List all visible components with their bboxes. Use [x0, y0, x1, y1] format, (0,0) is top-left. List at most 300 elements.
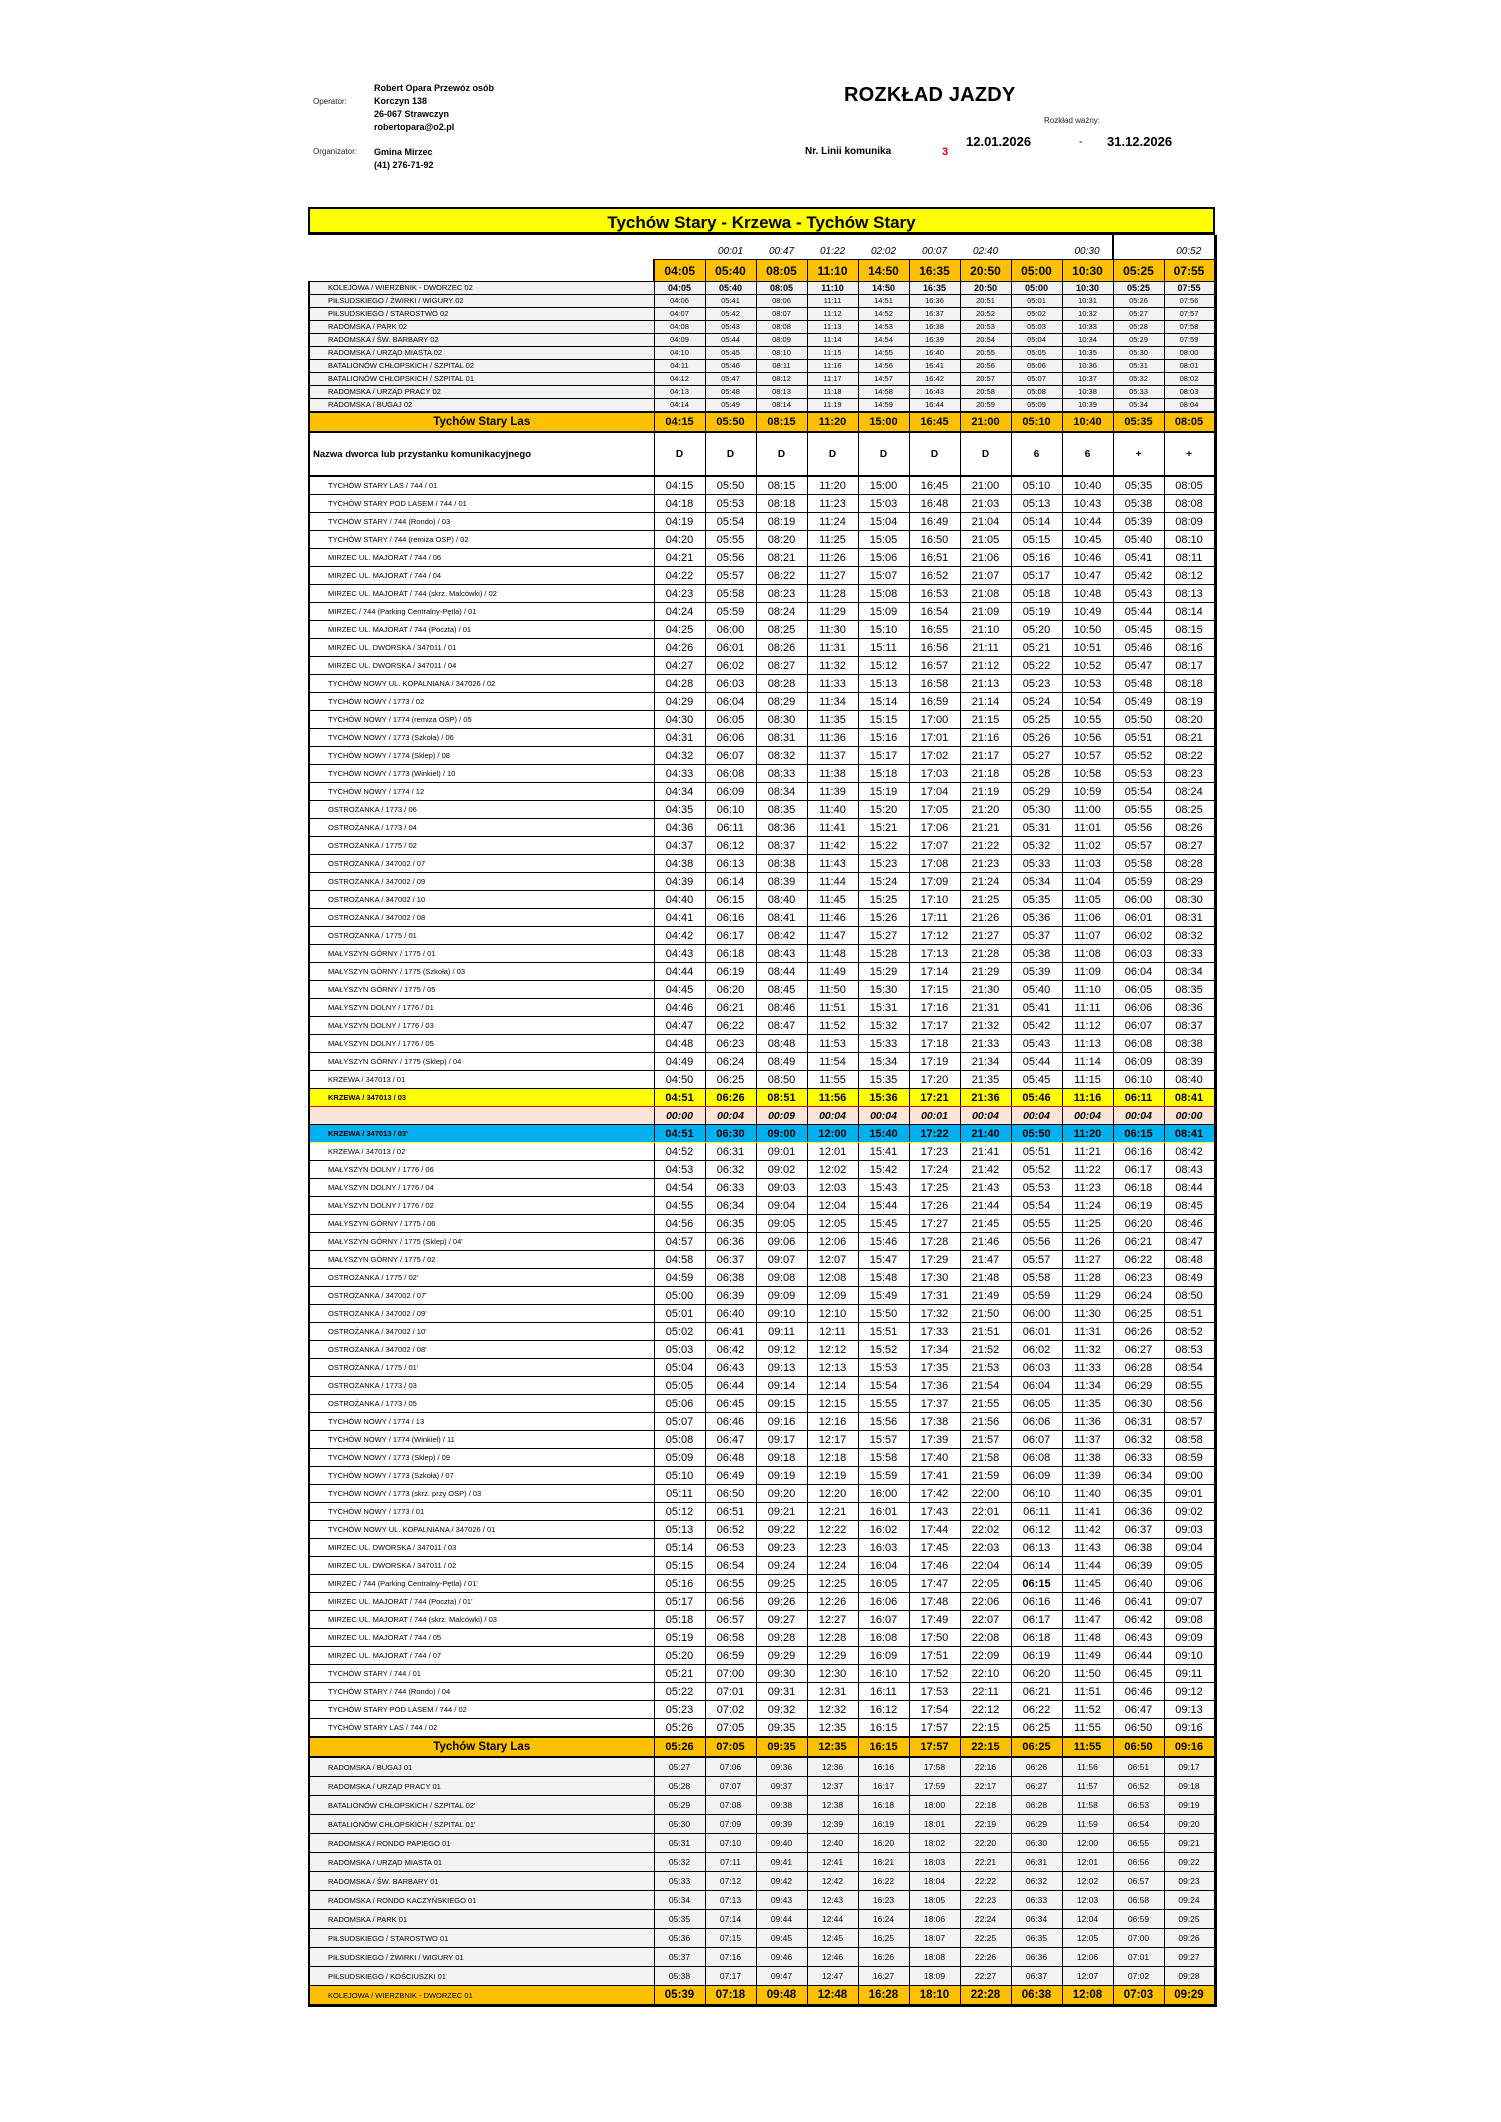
departure-time: 05:44	[705, 334, 756, 347]
departure-time: 05:54	[705, 513, 756, 531]
departure-time: 17:30	[909, 1269, 960, 1287]
time-offset: 00:01	[717, 246, 744, 257]
table-row	[309, 1377, 1215, 1395]
departure-time: 08:12	[756, 373, 807, 386]
departure-time: 17:57	[909, 1737, 960, 1757]
departure-time: 15:10	[858, 621, 909, 639]
departure-time: 08:21	[1164, 729, 1215, 747]
departure-time: 05:42	[1011, 1017, 1062, 1035]
departure-time: 17:18	[909, 1035, 960, 1053]
departure-time: 07:11	[705, 1853, 756, 1872]
departure-time: 12:01	[1062, 1853, 1113, 1872]
departure-time: 08:44	[756, 963, 807, 981]
departure-time: 06:06	[1011, 1413, 1062, 1431]
departure-time: 17:07	[909, 837, 960, 855]
table-row	[309, 765, 1215, 783]
departure-time: 08:36	[756, 819, 807, 837]
departure-time: 11:13	[1062, 1035, 1113, 1053]
departure-time: 10:43	[1062, 495, 1113, 513]
departure-time: 21:50	[960, 1305, 1011, 1323]
departure-time: 08:38	[756, 855, 807, 873]
departure-time: 08:10	[756, 347, 807, 360]
departure-time: 05:02	[654, 1323, 705, 1341]
departure-time: 05:51	[1113, 729, 1164, 747]
departure-time: 11:29	[1062, 1287, 1113, 1305]
departure-time: 21:29	[960, 963, 1011, 981]
departure-time: 05:01	[1011, 295, 1062, 308]
departure-time: 10:33	[1062, 321, 1113, 334]
departure-time: 08:49	[756, 1053, 807, 1071]
operator-email[interactable]: robertopara@o2.pl	[374, 122, 455, 132]
departure-time: 11:28	[807, 585, 858, 603]
departure-time: 12:17	[807, 1431, 858, 1449]
departure-time: 20:52	[960, 308, 1011, 321]
departure-time: 06:25	[1011, 1719, 1062, 1738]
departure-time: 08:20	[756, 531, 807, 549]
departure-time: 05:25	[1113, 282, 1164, 295]
departure-time: 12:02	[1062, 1872, 1113, 1891]
departure-time: 17:47	[909, 1575, 960, 1593]
departure-time: 16:11	[858, 1683, 909, 1701]
departure-time: 08:23	[1164, 765, 1215, 783]
departure-time: 15:48	[858, 1269, 909, 1287]
departure-time: 06:20	[1011, 1665, 1062, 1683]
departure-time: 08:32	[756, 747, 807, 765]
departure-time: 12:13	[807, 1359, 858, 1377]
departure-time: 06:05	[1011, 1395, 1062, 1413]
departure-time: 15:19	[858, 783, 909, 801]
departure-time: 04:59	[654, 1269, 705, 1287]
departure-time: 15:58	[858, 1449, 909, 1467]
departure-time: 22:25	[960, 1929, 1011, 1948]
stop-name: TYCHÓW STARY / 744 / 01	[309, 1665, 654, 1683]
departure-time: 11:51	[807, 999, 858, 1017]
start-spacer	[309, 260, 654, 282]
departure-time: 17:10	[909, 891, 960, 909]
table-row	[309, 1629, 1215, 1647]
departure-time: 11:38	[1062, 1449, 1113, 1467]
departure-time: 15:18	[858, 765, 909, 783]
departure-time: 08:25	[1164, 801, 1215, 819]
start-time: 16:35	[909, 260, 960, 282]
stop-name: TYCHÓW NOWY / 1773 (Winkiel) / 10	[309, 765, 654, 783]
departure-time: 12:35	[807, 1737, 858, 1757]
departure-time: 09:07	[756, 1251, 807, 1269]
stop-name: TYCHÓW NOWY / 1773 (Szkoła) / 06	[309, 729, 654, 747]
departure-time: 09:06	[1164, 1575, 1215, 1593]
stop-name: PIŁSUDSKIEGO / STAROSTWO 02	[309, 308, 654, 321]
departure-time: 05:53	[1011, 1179, 1062, 1197]
departure-time: 15:23	[858, 855, 909, 873]
departure-time: 15:27	[858, 927, 909, 945]
departure-time: 08:39	[1164, 1053, 1215, 1071]
departure-time: 05:59	[1113, 873, 1164, 891]
departure-time: 04:23	[654, 585, 705, 603]
departure-time: 06:42	[1113, 1611, 1164, 1629]
departure-time: 05:08	[1011, 386, 1062, 399]
departure-time: 06:56	[705, 1593, 756, 1611]
departure-time: 05:47	[705, 373, 756, 386]
departure-time: 10:49	[1062, 603, 1113, 621]
departure-time: 11:13	[807, 321, 858, 334]
departure-time: 06:26	[1011, 1757, 1062, 1777]
departure-time: 17:02	[909, 747, 960, 765]
day-type-code: 6	[1062, 432, 1113, 476]
stop-name: MAŁYSZYN GÓRNY / 1775 (Sklep) / 04	[309, 1053, 654, 1071]
departure-time: 21:27	[960, 927, 1011, 945]
departure-time: 22:03	[960, 1539, 1011, 1557]
departure-time: 08:15	[1164, 621, 1215, 639]
departure-time: 06:52	[1113, 1777, 1164, 1796]
departure-time: 11:55	[807, 1071, 858, 1089]
departure-time: 15:24	[858, 873, 909, 891]
departure-time: 05:50	[705, 476, 756, 495]
organizer-info	[374, 146, 434, 172]
stop-name: MAŁYSZYN DOLNY / 1776 / 01	[309, 999, 654, 1017]
departure-time: 05:22	[654, 1683, 705, 1701]
departure-time: 12:07	[807, 1251, 858, 1269]
departure-time: 11:05	[1062, 891, 1113, 909]
departure-time: 06:10	[1113, 1071, 1164, 1089]
departure-time: 12:25	[807, 1575, 858, 1593]
departure-time: 15:33	[858, 1035, 909, 1053]
departure-time: 05:45	[705, 347, 756, 360]
departure-time: 12:36	[807, 1757, 858, 1777]
krzewa-arrival-row	[309, 1089, 1215, 1107]
departure-time: 11:42	[807, 837, 858, 855]
departure-time: 08:22	[756, 567, 807, 585]
departure-time: 10:45	[1062, 531, 1113, 549]
departure-time: 06:57	[705, 1611, 756, 1629]
stop-name: RADOMSKA / URZĄD PRACY 02	[309, 386, 654, 399]
departure-time: 09:40	[756, 1834, 807, 1853]
departure-time: 05:13	[1011, 495, 1062, 513]
departure-time: 05:49	[705, 399, 756, 413]
departure-time: 08:27	[756, 657, 807, 675]
departure-time: 14:52	[858, 308, 909, 321]
stop-name: BATALIONÓW CHŁOPSKICH / SZPITAL 02	[309, 360, 654, 373]
departure-time: 11:15	[1062, 1071, 1113, 1089]
departure-time: 05:28	[1011, 765, 1062, 783]
departure-time: 17:05	[909, 801, 960, 819]
departure-time: 11:50	[807, 981, 858, 999]
layover-row	[309, 1107, 1215, 1125]
departure-time: 05:54	[1113, 783, 1164, 801]
departure-time: 15:49	[858, 1287, 909, 1305]
table-row	[309, 1872, 1215, 1891]
start-time: 05:00	[1011, 260, 1062, 282]
departure-time: 11:10	[1062, 981, 1113, 999]
departure-time: 04:49	[654, 1053, 705, 1071]
departure-time: 10:32	[1062, 308, 1113, 321]
table-row	[309, 373, 1215, 386]
departure-time: 11:20	[807, 412, 858, 432]
departure-time: 06:38	[1113, 1539, 1164, 1557]
departure-time: 17:48	[909, 1593, 960, 1611]
departure-time: 06:16	[705, 909, 756, 927]
departure-time: 05:29	[1011, 783, 1062, 801]
departure-time: 15:35	[858, 1071, 909, 1089]
departure-time: 10:46	[1062, 549, 1113, 567]
departure-time: 15:53	[858, 1359, 909, 1377]
departure-time: 05:19	[654, 1629, 705, 1647]
departure-time: 16:01	[858, 1503, 909, 1521]
departure-time: 05:14	[654, 1539, 705, 1557]
krzewa-departure-row	[309, 1125, 1215, 1143]
table-row	[309, 567, 1215, 585]
departure-time: 06:04	[1113, 963, 1164, 981]
departure-time: 05:35	[654, 1910, 705, 1929]
departure-time: 17:03	[909, 765, 960, 783]
departure-time: 15:47	[858, 1251, 909, 1269]
departure-time: 07:05	[705, 1719, 756, 1738]
departure-time: 05:04	[1011, 334, 1062, 347]
table-row	[309, 1287, 1215, 1305]
departure-time: 11:16	[1062, 1089, 1113, 1107]
operator-info	[374, 82, 494, 134]
departure-time: 08:37	[756, 837, 807, 855]
offset-row	[309, 235, 1215, 260]
departure-time: 08:44	[1164, 1179, 1215, 1197]
departure-time: 11:57	[1062, 1777, 1113, 1796]
departure-time: 09:29	[756, 1647, 807, 1665]
table-row	[309, 603, 1215, 621]
stop-name: MAŁYSZYN GÓRNY / 1775 / 06	[309, 1215, 654, 1233]
section-bar-tychow-stary-las	[309, 412, 1215, 432]
departure-time: 04:20	[654, 531, 705, 549]
stop-name: MIRZEC UL. MAJORAT / 744 (Poczta) / 01'	[309, 1593, 654, 1611]
departure-time: 08:22	[1164, 747, 1215, 765]
departure-time: 16:16	[858, 1757, 909, 1777]
departure-time: 09:20	[1164, 1815, 1215, 1834]
departure-time: 12:35	[807, 1719, 858, 1738]
departure-time: 15:04	[858, 513, 909, 531]
departure-time: 17:22	[909, 1125, 960, 1143]
departure-time: 21:42	[960, 1161, 1011, 1179]
departure-time: 05:56	[1113, 819, 1164, 837]
departure-time: 10:40	[1062, 476, 1113, 495]
departure-time: 08:13	[756, 386, 807, 399]
departure-time: 05:03	[1011, 321, 1062, 334]
departure-time: 04:19	[654, 513, 705, 531]
departure-time: 12:11	[807, 1323, 858, 1341]
departure-time: 05:36	[654, 1929, 705, 1948]
departure-time: 09:01	[756, 1143, 807, 1161]
departure-time: 18:10	[909, 1986, 960, 2006]
departure-time: 08:24	[1164, 783, 1215, 801]
departure-time: 10:37	[1062, 373, 1113, 386]
departure-time: 06:09	[1113, 1053, 1164, 1071]
table-row	[309, 282, 1215, 295]
departure-time: 09:18	[756, 1449, 807, 1467]
table-row	[309, 347, 1215, 360]
departure-time: 11:50	[1062, 1665, 1113, 1683]
stop-name: BATALIONÓW CHŁOPSKICH / SZPITAL 02'	[309, 1796, 654, 1815]
departure-time: 16:04	[858, 1557, 909, 1575]
table-row	[309, 495, 1215, 513]
departure-time: 05:09	[654, 1449, 705, 1467]
table-row	[309, 1251, 1215, 1269]
departure-time: 09:09	[1164, 1629, 1215, 1647]
departure-time: 11:34	[807, 693, 858, 711]
departure-time: 09:21	[756, 1503, 807, 1521]
departure-time: 17:04	[909, 783, 960, 801]
table-row	[309, 1161, 1215, 1179]
departure-time: 06:51	[1113, 1757, 1164, 1777]
departure-time: 08:01	[1164, 360, 1215, 373]
departure-time: 05:32	[654, 1853, 705, 1872]
departure-time: 08:29	[1164, 873, 1215, 891]
departure-time: 16:37	[909, 308, 960, 321]
departure-time: 12:43	[807, 1891, 858, 1910]
departure-time: 16:12	[858, 1701, 909, 1719]
departure-time: 05:38	[1113, 495, 1164, 513]
departure-time: 16:02	[858, 1521, 909, 1539]
departure-time: 05:02	[1011, 308, 1062, 321]
start-time: 14:50	[858, 260, 909, 282]
departure-time: 15:16	[858, 729, 909, 747]
departure-time: 21:04	[960, 513, 1011, 531]
departure-time: 15:57	[858, 1431, 909, 1449]
departure-time: 06:45	[1113, 1665, 1164, 1683]
departure-time: 08:30	[1164, 891, 1215, 909]
departure-time: 05:59	[1011, 1287, 1062, 1305]
departure-time: 11:34	[1062, 1377, 1113, 1395]
stop-name: RADOMSKA / RONDO KACZYŃSKIEGO 01	[309, 1891, 654, 1910]
departure-time: 07:03	[1113, 1986, 1164, 2006]
departure-time: 06:11	[705, 819, 756, 837]
departure-time: 09:19	[1164, 1796, 1215, 1815]
start-times-row	[309, 260, 1215, 282]
departure-time: 16:43	[909, 386, 960, 399]
departure-time: 04:36	[654, 819, 705, 837]
departure-time: 08:29	[756, 693, 807, 711]
departure-time: 09:27	[756, 1611, 807, 1629]
departure-time: 11:22	[1062, 1161, 1113, 1179]
departure-time: 06:17	[1113, 1161, 1164, 1179]
departure-time: 09:03	[756, 1179, 807, 1197]
departure-time: 08:45	[756, 981, 807, 999]
departure-time: 16:15	[858, 1737, 909, 1757]
departure-time: 05:55	[1011, 1215, 1062, 1233]
departure-time: 12:32	[807, 1701, 858, 1719]
departure-time: 05:42	[1113, 567, 1164, 585]
time-offset: 00:30	[1074, 246, 1100, 257]
departure-time: 08:15	[756, 412, 807, 432]
departure-time: 21:06	[960, 549, 1011, 567]
departure-time: 08:34	[756, 783, 807, 801]
stop-name: KOLEJOWA / WIERZBNIK - DWORZEC 01	[309, 1986, 654, 2006]
departure-time: 16:21	[858, 1853, 909, 1872]
table-row	[309, 1853, 1215, 1872]
departure-time: 11:35	[1062, 1395, 1113, 1413]
departure-time: 22:20	[960, 1834, 1011, 1853]
departure-time: 21:41	[960, 1143, 1011, 1161]
departure-time: 10:30	[1062, 282, 1113, 295]
departure-time: 16:27	[858, 1967, 909, 1986]
departure-time: 12:12	[807, 1341, 858, 1359]
departure-time: 17:59	[909, 1777, 960, 1796]
departure-time: 12:29	[807, 1647, 858, 1665]
departure-time: 08:42	[756, 927, 807, 945]
valid-from-date: 12.01.2026	[966, 134, 1032, 149]
departure-time: 21:20	[960, 801, 1011, 819]
departure-time: 06:13	[705, 855, 756, 873]
departure-time: 16:42	[909, 373, 960, 386]
departure-time: 04:58	[654, 1251, 705, 1269]
stop-name: MAŁYSZYN GÓRNY / 1775 (Szkoła) / 03	[309, 963, 654, 981]
departure-time: 08:42	[1164, 1143, 1215, 1161]
departure-time: 05:45	[1011, 1071, 1062, 1089]
start-time: 07:55	[1164, 260, 1215, 282]
departure-time: 06:33	[1113, 1449, 1164, 1467]
departure-time: 05:25	[1011, 711, 1062, 729]
departure-time: 08:16	[1164, 639, 1215, 657]
stop-name: TYCHÓW NOWY / 1774 / 13	[309, 1413, 654, 1431]
departure-time: 06:11	[1113, 1089, 1164, 1107]
departure-time: 17:34	[909, 1341, 960, 1359]
layover-time: 00:00	[654, 1107, 705, 1125]
day-type-row	[309, 432, 1215, 476]
stop-name: KRZEWA / 347013 / 03	[309, 1089, 654, 1107]
departure-time: 12:01	[807, 1143, 858, 1161]
departure-time: 21:36	[960, 1089, 1011, 1107]
table-row	[309, 334, 1215, 347]
departure-time: 06:06	[705, 729, 756, 747]
departure-time: 04:09	[654, 334, 705, 347]
departure-time: 05:23	[1011, 675, 1062, 693]
departure-time: 15:28	[858, 945, 909, 963]
departure-time: 08:36	[1164, 999, 1215, 1017]
stop-name: OSTROŻANKA / 347002 / 10	[309, 891, 654, 909]
departure-time: 08:35	[1164, 981, 1215, 999]
departure-time: 06:20	[705, 981, 756, 999]
departure-time: 22:28	[960, 1986, 1011, 2006]
table-row	[309, 909, 1215, 927]
departure-time: 12:44	[807, 1910, 858, 1929]
departure-time: 09:28	[1164, 1967, 1215, 1986]
departure-time: 12:39	[807, 1815, 858, 1834]
departure-time: 21:34	[960, 1053, 1011, 1071]
departure-time: 21:12	[960, 657, 1011, 675]
departure-time: 15:20	[858, 801, 909, 819]
departure-time: 06:39	[1113, 1557, 1164, 1575]
departure-time: 21:51	[960, 1323, 1011, 1341]
departure-time: 05:18	[1011, 585, 1062, 603]
departure-time: 06:14	[1011, 1557, 1062, 1575]
departure-time: 15:03	[858, 495, 909, 513]
departure-time: 07:59	[1164, 334, 1215, 347]
departure-time: 12:46	[807, 1948, 858, 1967]
table-row	[309, 1521, 1215, 1539]
departure-time: 06:29	[1113, 1377, 1164, 1395]
departure-time: 09:26	[756, 1593, 807, 1611]
departure-time: 06:48	[705, 1449, 756, 1467]
departure-time: 20:59	[960, 399, 1011, 413]
departure-time: 11:04	[1062, 873, 1113, 891]
stop-name: TYCHÓW NOWY UL. KOPALNIANA / 347026 / 02	[309, 675, 654, 693]
route-title: Tychów Stary - Krzewa - Tychów Stary	[308, 207, 1215, 235]
stop-name: OSTROŻANKA / 1775 / 02'	[309, 1269, 654, 1287]
departure-time: 09:36	[756, 1757, 807, 1777]
departure-time: 09:01	[1164, 1485, 1215, 1503]
departure-time: 08:17	[1164, 657, 1215, 675]
departure-time: 05:19	[1011, 603, 1062, 621]
departure-time: 08:27	[1164, 837, 1215, 855]
stop-name: OSTROŻANKA / 1775 / 01	[309, 927, 654, 945]
stop-name: TYCHÓW NOWY / 1774 / 12	[309, 783, 654, 801]
departure-time: 06:36	[705, 1233, 756, 1251]
